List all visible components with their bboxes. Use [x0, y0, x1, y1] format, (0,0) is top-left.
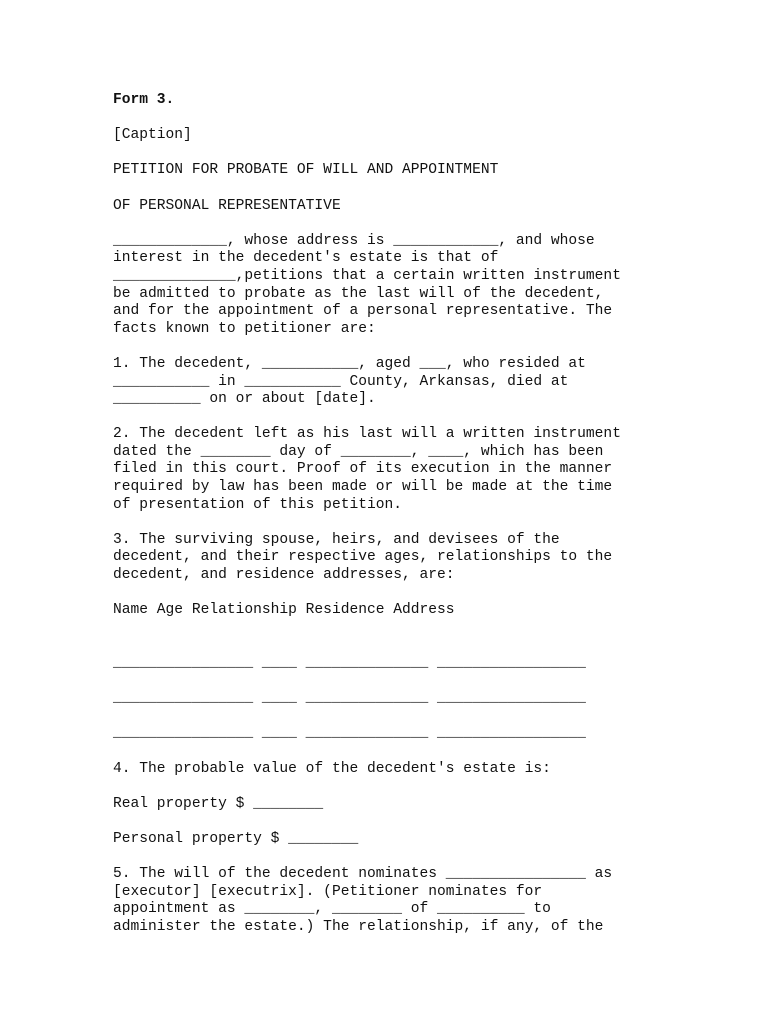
document-title-line-2: OF PERSONAL REPRESENTATIVE [113, 197, 341, 214]
intro-paragraph [113, 233, 713, 339]
text-line: 2. The decedent left as his last will a written instrument [113, 426, 621, 443]
text-line: required by law has been made or will be made at the time [113, 479, 613, 496]
caption-placeholder: [Caption] [113, 127, 192, 144]
paragraph-2 [113, 426, 713, 514]
text-line: decedent, and their respective ages, relationships to the [113, 549, 613, 566]
text-line: [executor] [executrix]. (Petitioner nominates for [113, 883, 543, 900]
text-line: filed in this court. Proof of its execution in the manner [113, 461, 613, 478]
paragraph-3 [113, 532, 713, 585]
text-line: 3. The surviving spouse, heirs, and devisees of the [113, 531, 560, 548]
text-line: 1. The decedent, ___________, aged ___, who resided at [113, 355, 586, 372]
text-line: _____________, whose address is ____________, and whose [113, 232, 595, 249]
paragraph-4: 4. The probable value of the decedent's estate is: [113, 760, 551, 777]
document-page [113, 92, 713, 937]
text-line: and for the appointment of a personal representative. The [113, 303, 613, 320]
text-line: be admitted to probate as the last will of the decedent, [113, 285, 604, 302]
text-line: 5. The will of the decedent nominates ________________ as [113, 866, 613, 883]
text-line: __________ on or about [date]. [113, 391, 376, 408]
text-line: facts known to petitioner are: [113, 320, 376, 337]
text-line: of presentation of this petition. [113, 496, 403, 513]
form-label: Form 3. [113, 92, 175, 108]
document-title-line-1: PETITION FOR PROBATE OF WILL AND APPOINTMENT [113, 162, 499, 179]
table-row: ________________ ____ ______________ _________________ [113, 690, 586, 707]
text-line: appointment as ________, ________ of __________ to [113, 901, 551, 918]
text-line: administer the estate.) The relationship, if any, of the [113, 918, 604, 935]
text-line: ______________,petitions that a certain written instrument [113, 267, 621, 284]
table-row: ________________ ____ ______________ _________________ [113, 725, 586, 742]
real-property-line: Real property $ ________ [113, 795, 324, 812]
text-line: interest in the decedent's estate is that of [113, 250, 499, 267]
paragraph-5 [113, 866, 713, 936]
text-line: decedent, and residence addresses, are: [113, 567, 455, 584]
personal-property-line: Personal property $ ________ [113, 830, 359, 847]
text-line: dated the ________ day of ________, ____, which has been [113, 443, 604, 460]
text-line: ___________ in ___________ County, Arkansas, died at [113, 373, 569, 390]
paragraph-1 [113, 356, 713, 409]
table-row: ________________ ____ ______________ _________________ [113, 655, 586, 671]
table-header: Name Age Relationship Residence Address [113, 602, 455, 619]
